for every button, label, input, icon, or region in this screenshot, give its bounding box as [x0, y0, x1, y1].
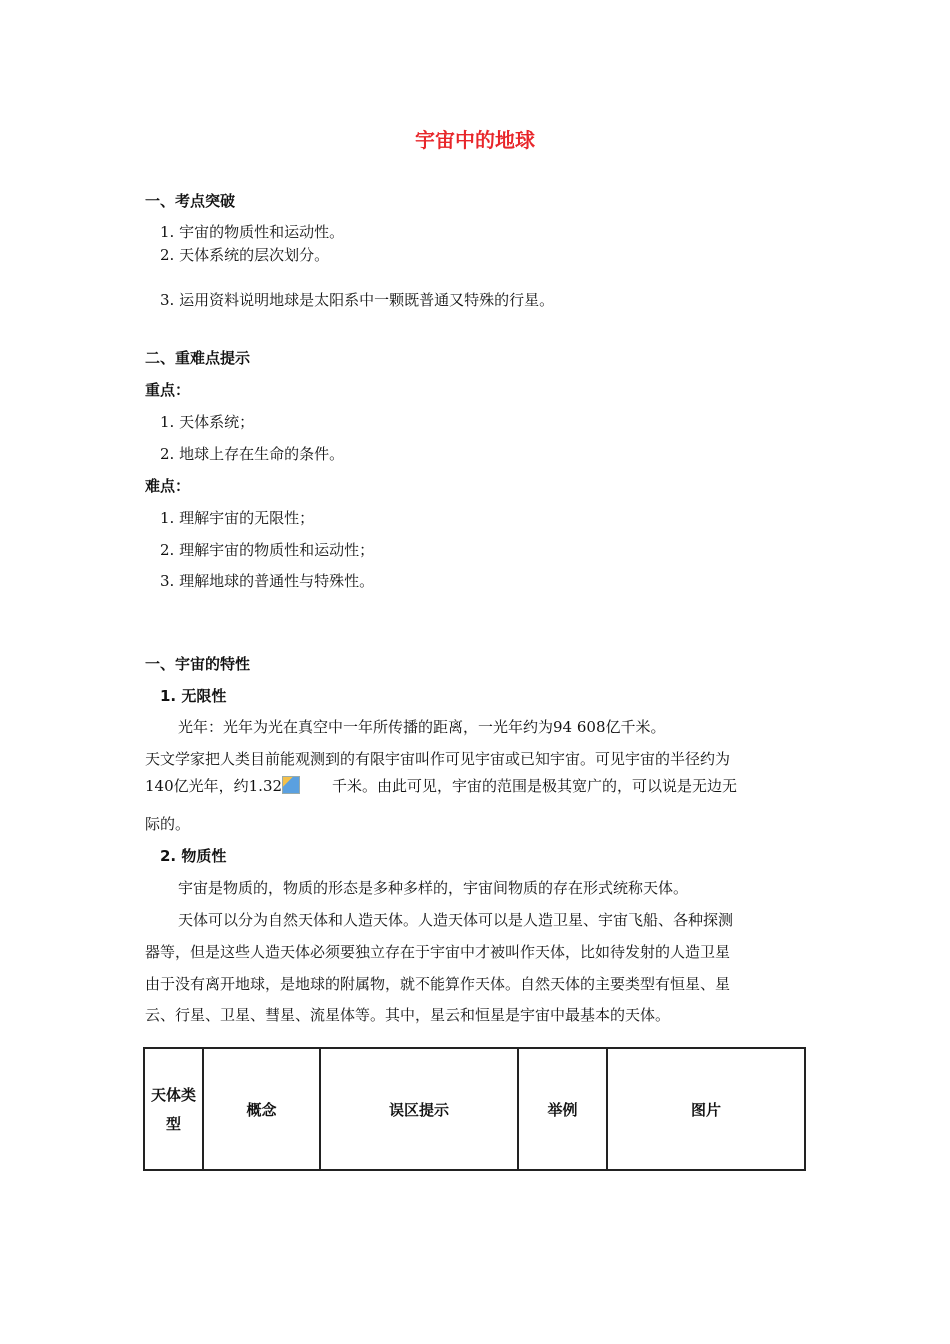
visible-universe-line-1: 天文学家把人类目前能观测到的有限宇宙叫作可见宇宙或已知宇宙。可见宇宙的半径约为	[145, 750, 731, 768]
materiality-paragraph: 宇宙是物质的，物质的形态是多种多样的，宇宙间物质的存在形式统称天体。	[178, 879, 689, 897]
header-cell-concept: 概念	[203, 1048, 320, 1170]
difficult-point-item-1: 1. 理解宇宙的无限性；	[160, 509, 315, 527]
celestial-body-line-3: 由于没有离开地球，是地球的附属物，就不能算作天体。自然天体的主要类型有恒星、星	[145, 975, 731, 993]
section1-item-2: 2. 天体系统的层次划分。	[160, 246, 330, 264]
section1-item-1: 1. 宇宙的物质性和运动性。	[160, 223, 345, 241]
subheading-materiality: 2. 物质性	[160, 847, 227, 865]
key-points-label: 重点：	[145, 381, 191, 399]
difficult-point-item-2: 2. 理解宇宙的物质性和运动性；	[160, 541, 375, 559]
subheading-infinity: 1. 无限性	[160, 687, 227, 705]
header-cell-type	[144, 1048, 203, 1170]
celestial-types-table	[143, 1047, 806, 1171]
celestial-body-line-4: 云、行星、卫星、彗星、流星体等。其中，星云和恒星是宇宙中最基本的天体。	[145, 1006, 671, 1024]
table-header-row	[144, 1048, 805, 1170]
broken-image-icon	[282, 776, 332, 798]
section1-heading: 一、考点突破	[145, 192, 236, 210]
difficult-points-label: 难点：	[145, 477, 191, 495]
visible-universe-line-2b: 千米。由此可见，宇宙的范围是极其宽广的，可以说是无边无	[332, 777, 738, 795]
header-type-line-1: 天体类	[150, 1086, 196, 1104]
celestial-body-line-1: 天体可以分为自然天体和人造天体。人造天体可以是人造卫星、宇宙飞船、各种探测	[178, 911, 734, 929]
header-type-line-2: 型	[165, 1115, 181, 1133]
header-cell-picture: 图片	[607, 1048, 805, 1170]
visible-universe-line-2	[145, 775, 737, 798]
section1-item-3: 3. 运用资料说明地球是太阳系中一颗既普通又特殊的行星。	[160, 291, 555, 309]
header-cell-misconception: 误区提示	[320, 1048, 518, 1170]
header-cell-example: 举例	[518, 1048, 607, 1170]
visible-universe-line-2a: 140亿光年，约1.32	[145, 777, 283, 795]
light-year-paragraph: 光年：光年为光在真空中一年所传播的距离，一光年约为94 608亿千米。	[178, 718, 666, 736]
page-title: 宇宙中的地球	[415, 128, 535, 152]
visible-universe-line-3: 际的。	[145, 815, 191, 833]
section2-heading: 二、重难点提示	[145, 349, 251, 367]
key-point-item-1: 1. 天体系统；	[160, 413, 255, 431]
difficult-point-item-3: 3. 理解地球的普通性与特殊性。	[160, 572, 375, 590]
key-point-item-2: 2. 地球上存在生命的条件。	[160, 445, 345, 463]
section3-heading: 一、宇宙的特性	[145, 655, 251, 673]
celestial-body-line-2: 器等，但是这些人造天体必须要独立存在于宇宙中才被叫作天体，比如待发射的人造卫星	[145, 943, 731, 961]
